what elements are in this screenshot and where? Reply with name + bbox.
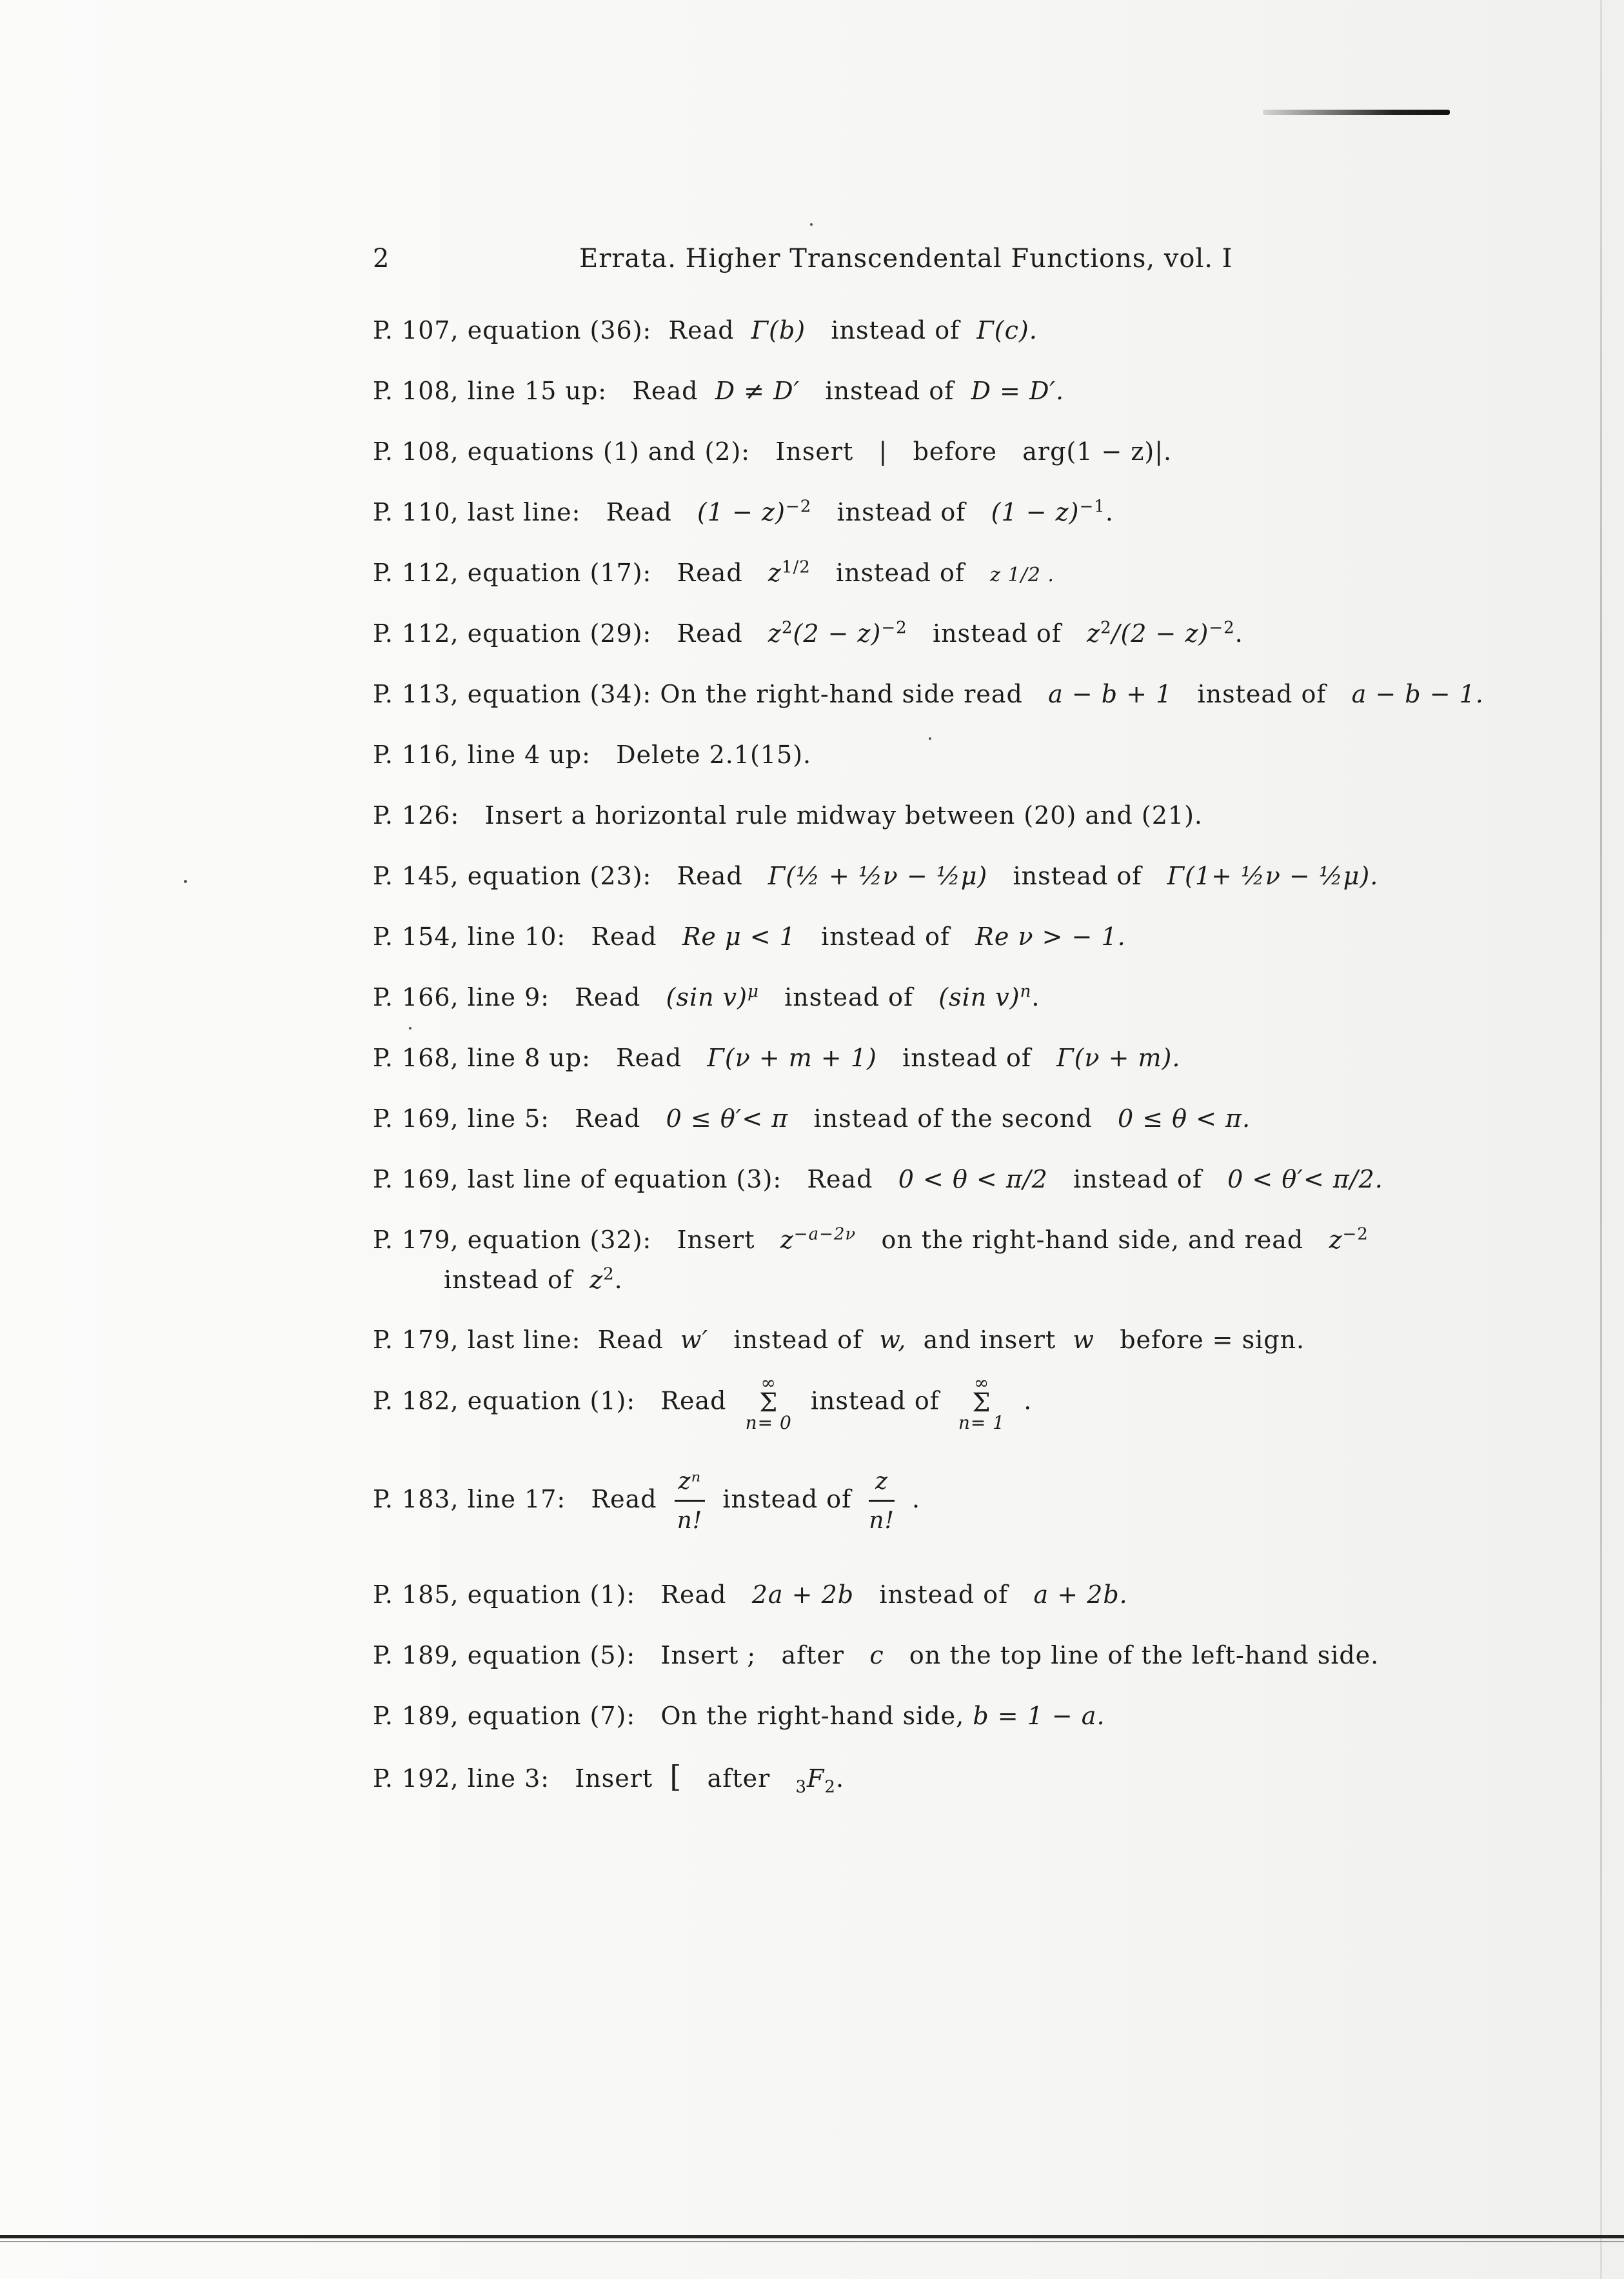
- entry-formula: D ≠ D′: [715, 377, 800, 405]
- entry-text: instead of: [836, 559, 965, 587]
- entry-formula: (1 − z): [991, 498, 1080, 526]
- errata-entry: [373, 497, 1114, 528]
- entry-reference: P. 154, line 10:: [373, 922, 566, 951]
- entry-text: instead of: [932, 619, 1062, 648]
- entry-text: Read: [616, 1044, 682, 1072]
- entry-text: Read: [660, 1386, 727, 1415]
- entry-formula: F: [807, 1764, 825, 1793]
- entry-reference: P. 179, last line:: [373, 1326, 581, 1354]
- errata-entry: [373, 315, 1038, 346]
- entry-text: Read: [660, 1580, 727, 1609]
- entry-reference: P. 113, equation (34):: [373, 680, 652, 708]
- errata-entry: [373, 1324, 1305, 1355]
- errata-entry: [373, 618, 1243, 649]
- entry-formula: c: [869, 1641, 884, 1669]
- entry-reference: P. 116, line 4 up:: [373, 741, 591, 769]
- entry-formula: Re μ < 1: [682, 922, 796, 951]
- entry-reference: P. 192, line 3:: [373, 1764, 550, 1793]
- entry-punct: .: [1105, 498, 1114, 526]
- entry-text: Read: [606, 498, 672, 526]
- entry-punct: .: [835, 1764, 845, 1793]
- entry-text: Delete 2.1(15).: [616, 741, 812, 769]
- entry-formula: w: [1073, 1326, 1094, 1354]
- entry-reference: P. 145, equation (23):: [373, 862, 652, 890]
- entry-formula: z 1/2 .: [990, 564, 1055, 586]
- sum-lower-limit: n= 0: [745, 1412, 792, 1433]
- errata-entry: [373, 375, 1064, 406]
- entry-text: instead of the second: [813, 1104, 1093, 1133]
- entry-text: Insert: [575, 1764, 653, 1793]
- entry-formula: Re ν > − 1.: [975, 922, 1126, 951]
- entry-formula: z: [589, 1266, 604, 1294]
- bottom-rule-secondary: [0, 2241, 1624, 2242]
- entry-reference: P. 126:: [373, 801, 460, 830]
- entry-punct: .: [1024, 1386, 1033, 1415]
- entry-text: instead of: [831, 316, 960, 344]
- sum-lower-limit: n= 1: [958, 1412, 1005, 1433]
- errata-entry: [373, 1759, 845, 1797]
- entry-text: On the right-hand side read: [660, 680, 1023, 708]
- sigma-icon: Σ: [759, 1388, 778, 1418]
- entry-text: instead of: [722, 1485, 852, 1513]
- entry-text: on the right-hand side, and read: [881, 1226, 1304, 1254]
- entry-text: Read: [575, 1104, 641, 1133]
- entry-reference: P. 166, line 9:: [373, 983, 550, 1011]
- entry-reference: P. 189, equation (5):: [373, 1641, 636, 1669]
- entry-punct: .: [614, 1266, 623, 1294]
- page-number: 2: [373, 244, 390, 274]
- entry-formula: a + 2b.: [1033, 1580, 1128, 1609]
- entry-text: instead of: [879, 1580, 1009, 1609]
- entry-text: Insert: [677, 1226, 755, 1254]
- entry-text: before = sign.: [1120, 1326, 1305, 1354]
- entry-formula: 0 < θ < π/2: [898, 1165, 1048, 1193]
- exponent: −a−2ν: [793, 1224, 857, 1244]
- errata-entry: [373, 1579, 1128, 1610]
- entry-text: instead of: [821, 922, 951, 951]
- entry-formula: (sin v): [666, 983, 748, 1011]
- entry-formula: /(2 − z): [1111, 619, 1209, 648]
- scan-speck: [810, 223, 813, 226]
- entry-reference: P. 110, last line:: [373, 498, 581, 526]
- errata-entry: [373, 1224, 1369, 1295]
- subscript: 2: [824, 1777, 836, 1797]
- errata-entry: [373, 1700, 1105, 1731]
- entry-text: instead of: [825, 377, 955, 405]
- entry-formula: 0 ≤ θ′< π: [666, 1104, 789, 1133]
- entry-continuation: [373, 1264, 1369, 1295]
- entry-formula: Γ(c).: [976, 316, 1038, 344]
- entry-punct: .: [912, 1485, 921, 1513]
- entry-reference: P. 168, line 8 up:: [373, 1044, 591, 1072]
- entry-text: Read: [668, 316, 735, 344]
- entry-text: before: [913, 437, 997, 466]
- entry-text: instead of: [1013, 862, 1142, 890]
- subscript: 3: [795, 1777, 807, 1797]
- entry-text: instead of: [1073, 1165, 1202, 1193]
- exponent: n: [1020, 982, 1032, 1002]
- fraction-denominator: n!: [869, 1508, 895, 1534]
- entry-reference: P. 112, equation (29):: [373, 619, 652, 648]
- entry-reference: P. 112, equation (17):: [373, 559, 652, 587]
- errata-entry: [373, 1103, 1251, 1134]
- entry-formula: arg(1 − z)|.: [1022, 437, 1173, 466]
- entry-reference: P. 108, equations (1) and (2):: [373, 437, 751, 466]
- errata-entry: [373, 861, 1378, 891]
- errata-entry: [373, 982, 1040, 1013]
- entry-formula: w,: [879, 1326, 907, 1354]
- entry-formula: 2a + 2b: [751, 1580, 855, 1609]
- entry-reference: P. 189, equation (7):: [373, 1702, 636, 1730]
- fraction-denominator: n!: [677, 1508, 703, 1534]
- entry-formula: (sin v): [938, 983, 1020, 1011]
- entry-formula: [: [669, 1759, 682, 1794]
- entry-text: Insert: [775, 437, 854, 466]
- entry-formula: z: [1087, 619, 1101, 648]
- entry-text: after: [781, 1641, 845, 1669]
- errata-entry: [373, 800, 1203, 831]
- entry-formula: 0 < θ′< π/2.: [1227, 1165, 1383, 1193]
- bottom-rule: [0, 2235, 1624, 2238]
- entry-text: Insert ;: [660, 1641, 757, 1669]
- entry-formula: 0 ≤ θ < π.: [1117, 1104, 1251, 1133]
- exponent: −2: [881, 618, 907, 638]
- entry-formula: a − b + 1: [1048, 680, 1173, 708]
- entry-reference: P. 179, equation (32):: [373, 1226, 652, 1254]
- entry-reference: P. 169, last line of equation (3):: [373, 1165, 782, 1193]
- exponent: μ: [747, 982, 759, 1002]
- page-header: [373, 244, 1233, 283]
- entry-formula: z: [767, 559, 782, 587]
- summation-symbol: [958, 1372, 1005, 1433]
- sigma-icon: Σ: [972, 1388, 991, 1418]
- entry-formula: (1 − z): [697, 498, 786, 526]
- errata-entry: [373, 436, 1172, 467]
- summation-symbol: [745, 1372, 792, 1433]
- fraction-numerator: zⁿ: [675, 1466, 706, 1502]
- entry-text: on the top line of the left-hand side.: [909, 1641, 1380, 1669]
- entry-text: instead of: [444, 1266, 573, 1294]
- entry-formula: z: [767, 619, 782, 648]
- errata-entry: [373, 1640, 1379, 1671]
- exponent: 2: [603, 1264, 615, 1284]
- errata-entry: [373, 1466, 920, 1537]
- entry-reference: P. 183, line 17:: [373, 1485, 566, 1513]
- sum-upper-limit: ∞: [760, 1372, 777, 1393]
- exponent: −2: [785, 497, 812, 517]
- scan-mark: [1263, 110, 1450, 115]
- entry-reference: P. 169, line 5:: [373, 1104, 550, 1133]
- scan-speck: [184, 880, 187, 883]
- errata-entry: [373, 557, 1055, 591]
- entry-text: Read: [591, 922, 657, 951]
- entry-reference: P. 185, equation (1):: [373, 1580, 636, 1609]
- entry-formula: Γ(ν + m).: [1056, 1044, 1181, 1072]
- exponent: 2: [781, 618, 793, 638]
- scan-speck: [409, 1027, 411, 1030]
- fraction: [675, 1466, 706, 1537]
- sum-upper-limit: ∞: [973, 1372, 990, 1393]
- entry-text: Read: [807, 1165, 873, 1193]
- entry-text: Read: [575, 983, 641, 1011]
- fraction-numerator: z: [869, 1466, 895, 1502]
- entry-text: instead of: [810, 1386, 940, 1415]
- entry-punct: .: [1234, 619, 1243, 648]
- errata-entry: [373, 739, 811, 770]
- entry-formula: D = D′.: [971, 377, 1065, 405]
- entry-text: Read: [677, 559, 743, 587]
- entry-text: On the right-hand side,: [660, 1702, 965, 1730]
- entry-text: instead of: [1197, 680, 1327, 708]
- entry-formula: w′: [680, 1326, 709, 1354]
- entry-reference: P. 182, equation (1):: [373, 1386, 636, 1415]
- entry-formula: z: [1329, 1226, 1343, 1254]
- entry-formula: a − b − 1.: [1351, 680, 1484, 708]
- entry-text: Read: [677, 862, 743, 890]
- entry-formula: z: [780, 1226, 794, 1254]
- entry-text: instead of: [784, 983, 914, 1011]
- exponent: 1/2: [781, 557, 811, 577]
- entry-text: instead of: [733, 1326, 863, 1354]
- entry-text: and insert: [923, 1326, 1056, 1354]
- entry-formula: Γ(½ + ½ν − ½μ): [767, 862, 988, 890]
- entry-text: Insert a horizontal rule midway between (20) and (21).: [484, 801, 1203, 830]
- scan-speck: [929, 737, 931, 740]
- entry-formula: |: [878, 437, 888, 466]
- entry-formula: Γ(b): [751, 316, 806, 344]
- entry-formula: Γ(ν + m + 1): [707, 1044, 877, 1072]
- errata-entry: [373, 1372, 1033, 1433]
- entry-formula: b = 1 − a.: [973, 1702, 1105, 1730]
- exponent: −2: [1209, 618, 1235, 638]
- exponent: −2: [1342, 1224, 1369, 1244]
- errata-entry: [373, 921, 1126, 952]
- entry-text: instead of: [837, 498, 966, 526]
- exponent: −1: [1079, 497, 1105, 517]
- fraction: [869, 1466, 895, 1537]
- entry-punct: .: [1031, 983, 1040, 1011]
- running-title: Errata. Higher Transcendental Functions, vol. I: [579, 244, 1233, 274]
- entry-text: Read: [597, 1326, 664, 1354]
- entry-formula: Γ(1+ ½ν − ½μ).: [1167, 862, 1379, 890]
- entry-reference: P. 108, line 15 up:: [373, 377, 608, 405]
- errata-entry: [373, 1164, 1383, 1195]
- errata-entry: [373, 679, 1484, 710]
- entry-text: instead of: [902, 1044, 1031, 1072]
- entry-formula: (2 − z): [793, 619, 882, 648]
- exponent: 2: [1100, 618, 1112, 638]
- entry-text: Read: [591, 1485, 657, 1513]
- page-edge: [1600, 0, 1602, 2279]
- entry-text: Read: [677, 619, 743, 648]
- errata-entry: [373, 1042, 1180, 1073]
- entry-text: after: [707, 1764, 771, 1793]
- entry-text: Read: [632, 377, 698, 405]
- entry-reference: P. 107, equation (36):: [373, 316, 652, 344]
